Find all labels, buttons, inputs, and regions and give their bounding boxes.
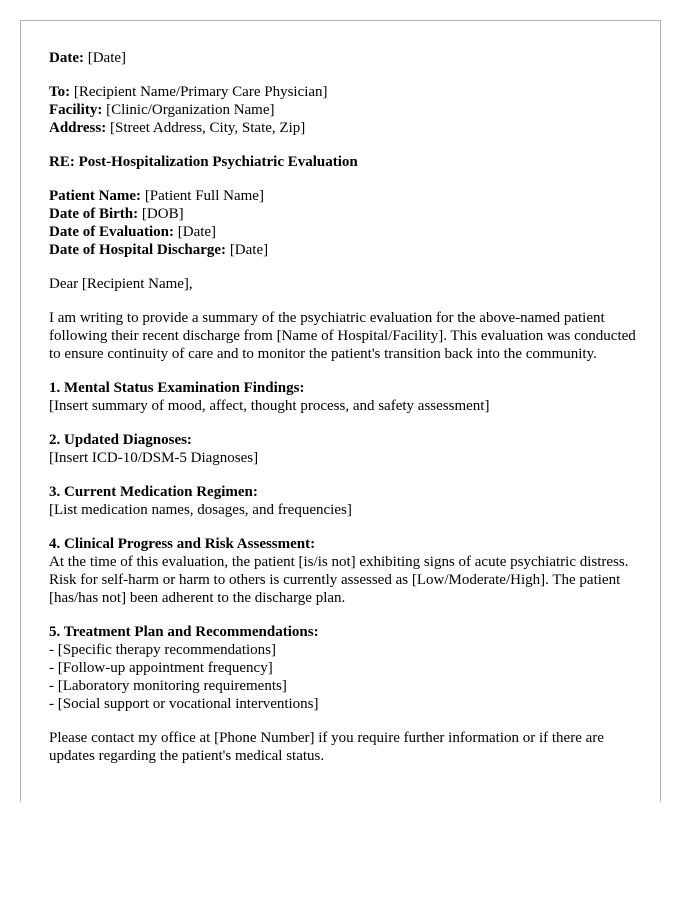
section-body: [List medication names, dosages, and frequencies] (49, 502, 352, 518)
letter-page (20, 20, 661, 802)
salutation: Dear [Recipient Name], (49, 276, 193, 292)
letter-content (49, 49, 644, 781)
evaluation-date-line (49, 223, 644, 241)
facility-value: [Clinic/Organization Name] (106, 102, 275, 118)
section-treatment-plan (49, 623, 644, 713)
patient-name-value: [Patient Full Name] (144, 188, 264, 204)
patient-name-label: Patient Name: (49, 188, 142, 204)
list-item: - [Social support or vocational interventions] (49, 696, 319, 712)
section-progress-risk (49, 535, 644, 607)
date-label: Date: (49, 50, 84, 66)
evaluation-date-label: Date of Evaluation: (49, 224, 174, 240)
date-line (49, 49, 644, 67)
discharge-date-label: Date of Hospital Discharge: (49, 242, 227, 258)
facility-label: Facility: (49, 102, 103, 118)
section-medications (49, 483, 644, 519)
discharge-date-line (49, 241, 644, 259)
section-mental-status (49, 379, 644, 415)
section-diagnoses (49, 431, 644, 467)
address-value: [Street Address, City, State, Zip] (109, 120, 306, 136)
evaluation-date-value: [Date] (177, 224, 217, 240)
section-body: At the time of this evaluation, the patient [is/is not] exhibiting signs of acute psychiatric distress. Risk for self-harm or harm to others is currently assessed as [Low/Moderate/High]. The patient [has/has not] been adherent to the discharge plan. (49, 554, 629, 606)
dob-value: [DOB] (141, 206, 184, 222)
list-item: - [Follow-up appointment frequency] (49, 660, 273, 676)
recipient-block (49, 83, 644, 137)
patient-name-line (49, 187, 644, 205)
recommendation-list (49, 641, 644, 713)
address-line (49, 119, 644, 137)
section-title: 5. Treatment Plan and Recommendations: (49, 624, 319, 640)
subject-block (49, 153, 644, 171)
date-value: [Date] (87, 50, 127, 66)
list-item: - [Specific therapy recommendations] (49, 642, 276, 658)
to-value: [Recipient Name/Primary Care Physician] (73, 84, 328, 100)
to-label: To: (49, 84, 71, 100)
section-body: [Insert summary of mood, affect, thought process, and safety assessment] (49, 398, 490, 414)
intro-paragraph: I am writing to provide a summary of the psychiatric evaluation for the above-named patient following their recent discharge from [Name of Hospital/Facility]. This evaluation was conducted to ensure continuity of care and to monitor the patient's transition back into the community. (49, 310, 636, 362)
to-line (49, 83, 644, 101)
dob-line (49, 205, 644, 223)
section-title: 2. Updated Diagnoses: (49, 432, 192, 448)
section-title: 3. Current Medication Regimen: (49, 484, 258, 500)
date-block (49, 49, 644, 67)
section-title: 4. Clinical Progress and Risk Assessment: (49, 536, 316, 552)
section-title: 1. Mental Status Examination Findings: (49, 380, 305, 396)
list-item: - [Laboratory monitoring requirements] (49, 678, 287, 694)
dob-label: Date of Birth: (49, 206, 139, 222)
discharge-date-value: [Date] (229, 242, 269, 258)
closing-paragraph: Please contact my office at [Phone Number] if you require further information or if there are updates regarding the patient's medical status. (49, 730, 604, 764)
patient-info-block (49, 187, 644, 259)
section-body: [Insert ICD-10/DSM-5 Diagnoses] (49, 450, 259, 466)
address-label: Address: (49, 120, 107, 136)
subject-line: RE: Post-Hospitalization Psychiatric Evaluation (49, 154, 358, 170)
facility-line (49, 101, 644, 119)
